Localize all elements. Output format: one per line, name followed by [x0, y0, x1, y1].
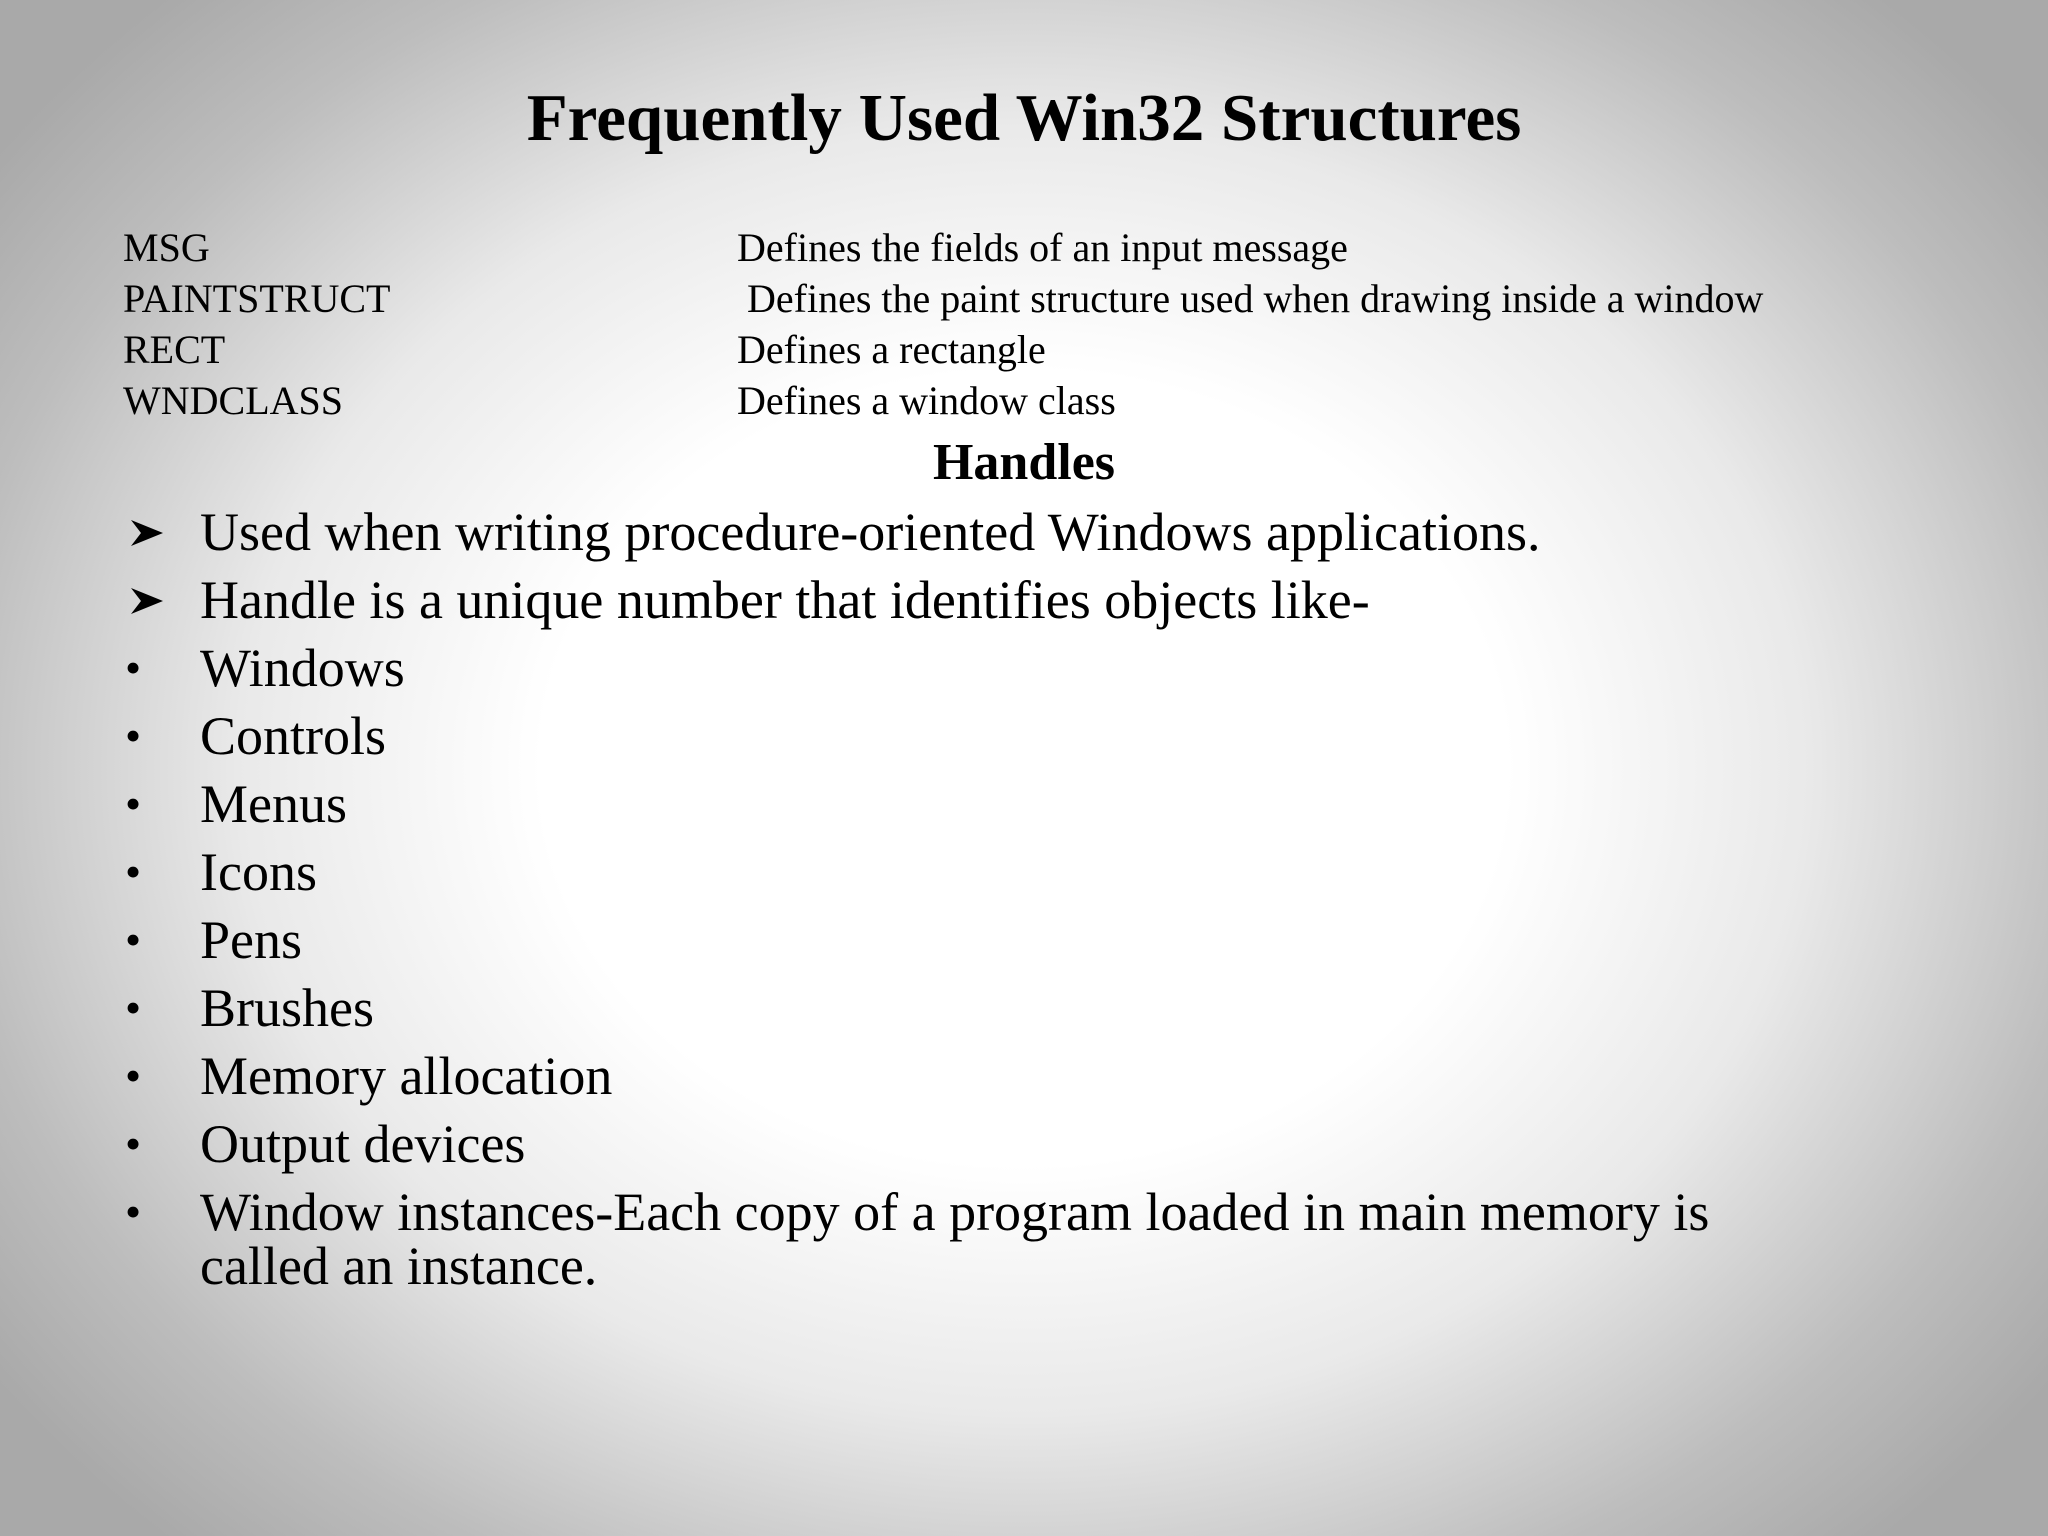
bullet-item	[123, 838, 1923, 906]
bullet-text-line: called an instance.	[200, 1236, 598, 1296]
bullet-text: Menus	[200, 774, 347, 834]
structures-table	[123, 222, 1923, 426]
arrow-point	[123, 498, 1923, 566]
bullet-item	[123, 1110, 1923, 1178]
bullet-text: Brushes	[200, 978, 374, 1038]
bullet-item	[123, 770, 1923, 838]
structure-name: MSG	[123, 225, 210, 270]
bullet-dot-icon: •	[125, 1050, 142, 1101]
bullet-dot-icon: •	[125, 914, 142, 965]
handles-list	[123, 498, 1923, 1296]
structure-row	[123, 222, 1923, 273]
bullet-item	[123, 906, 1923, 974]
bullet-item	[123, 1178, 1923, 1296]
slide-title: Frequently Used Win32 Structures	[526, 81, 1522, 155]
bullet-dot-icon: •	[125, 1186, 142, 1237]
structure-description: Defines a rectangle	[737, 327, 1046, 372]
bullet-text: Pens	[200, 910, 303, 970]
arrow-point	[123, 566, 1923, 634]
bullet-dot-icon: •	[125, 1118, 142, 1169]
bullet-dot-icon: •	[125, 642, 142, 693]
arrow-bullet-icon	[123, 498, 183, 566]
bullet-dot-icon: •	[125, 982, 142, 1033]
structure-name: WNDCLASS	[123, 378, 344, 423]
structure-name: RECT	[123, 327, 226, 372]
bullet-dot-icon: •	[125, 846, 142, 897]
structure-description: Defines the paint structure used when drawing inside a window	[747, 276, 1764, 321]
bullet-text: Controls	[200, 706, 387, 766]
structure-row	[123, 324, 1923, 375]
bullet-text-line: Window instances-Each copy of a program loaded in main memory is	[200, 1182, 1710, 1242]
structure-description: Defines the fields of an input message	[737, 225, 1348, 270]
bullet-text: Output devices	[200, 1114, 526, 1174]
arrow-point-text: Handle is a unique number that identifies objects like-	[200, 570, 1370, 630]
handles-heading: Handles	[932, 434, 1116, 491]
structure-name: PAINTSTRUCT	[123, 276, 391, 321]
bullet-item	[123, 634, 1923, 702]
bullet-text: Icons	[200, 842, 317, 902]
bullet-dot-icon: •	[125, 778, 142, 829]
arrow-point-text: Used when writing procedure-oriented Windows applications.	[200, 502, 1541, 562]
arrow-bullet-icon	[123, 566, 183, 634]
bullet-text: Windows	[200, 638, 405, 698]
structure-description: Defines a window class	[737, 378, 1116, 423]
bullet-item	[123, 702, 1923, 770]
structure-row	[123, 375, 1923, 426]
structure-row	[123, 273, 1923, 324]
bullet-item	[123, 974, 1923, 1042]
bullet-dot-icon: •	[125, 710, 142, 761]
bullet-text: Memory allocation	[200, 1046, 613, 1106]
bullet-item	[123, 1042, 1923, 1110]
